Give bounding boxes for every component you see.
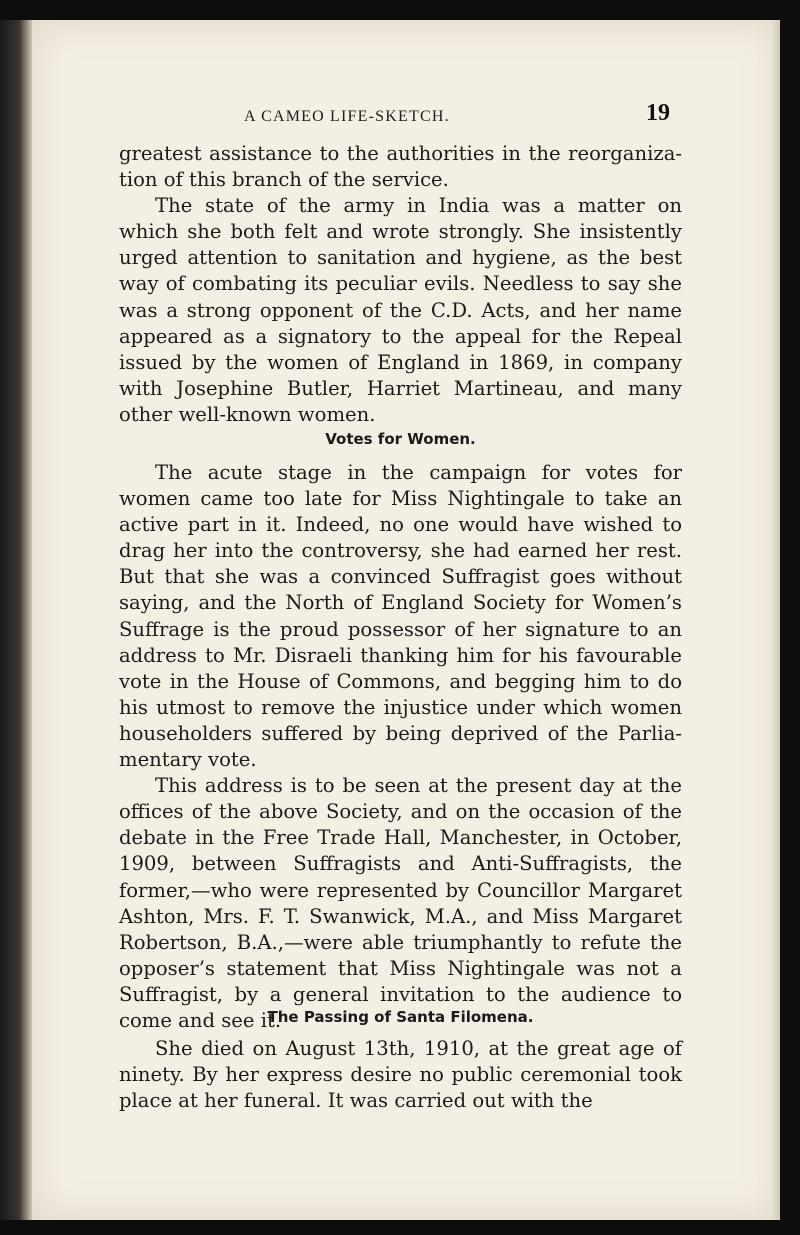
page-number: 19: [646, 100, 670, 126]
page-edge: [772, 20, 780, 1220]
section-heading-passing-of-santa-filomena: The Passing of Santa Filomena.: [267, 1008, 534, 1026]
section-heading-votes-for-women: Votes for Women.: [325, 430, 476, 448]
text-section-2: [119, 460, 682, 1034]
paragraph: This address is to be seen at the present day at the offices of the above Society, and on the occasion of the debate in the Free Trade Hall, Manchester, in October, 1909, between Suffragists and Anti-Suffragists, the former,—who were represented by Councillor Margaret Ashton, Mrs. F. T. Swanwick, M.A., and Miss Margaret Robertson, B.A.,—were able triumphantly to refute the opposer’s statement that Miss Nightingale was not a Suffragist, by a general invitation to the audience to come and see it.: [119, 774, 682, 1032]
text-section-1: [119, 141, 682, 428]
book-spine-shadow: [0, 20, 32, 1220]
text-section-3: [119, 1036, 682, 1114]
paragraph: She died on August 13th, 1910, at the great age of ninety. By her express desire no public ceremonial took place at her funeral. It was carried out with the: [119, 1037, 682, 1113]
paragraph: The acute stage in the campaign for votes for women came too late for Miss Nightingale to take an active part in it. Indeed, no one would have wished to drag her into the controversy, she had earned her rest. But that she was a convinced Suffragist goes without saying, and the North of England Society for Women’s Suffrage is the proud possessor of her signature to an address to Mr. Disraeli thanking him for his favourable vote in the House of Commons, and begging him to do his utmost to remove the injustice under which women householders suffered by being deprived of the Parlia-mentary vote.: [119, 461, 682, 772]
paragraph: greatest assistance to the authorities in the reorganiza-tion of this branch of the service.: [119, 142, 682, 192]
running-head: A CAMEO LIFE-SKETCH.: [244, 108, 450, 125]
paragraph: The state of the army in India was a matter on which she both felt and wrote strongly. She insistently urged attention to sanitation and hygiene, as the best way of combating its peculiar evils. Needless to say she was a strong opponent of the C.D. Acts, and her name appeared as a signatory to the appeal for the Repeal issued by the women of England in 1869, in company with Josephine Butler, Harriet Martineau, and many other well-known women.: [119, 194, 682, 426]
